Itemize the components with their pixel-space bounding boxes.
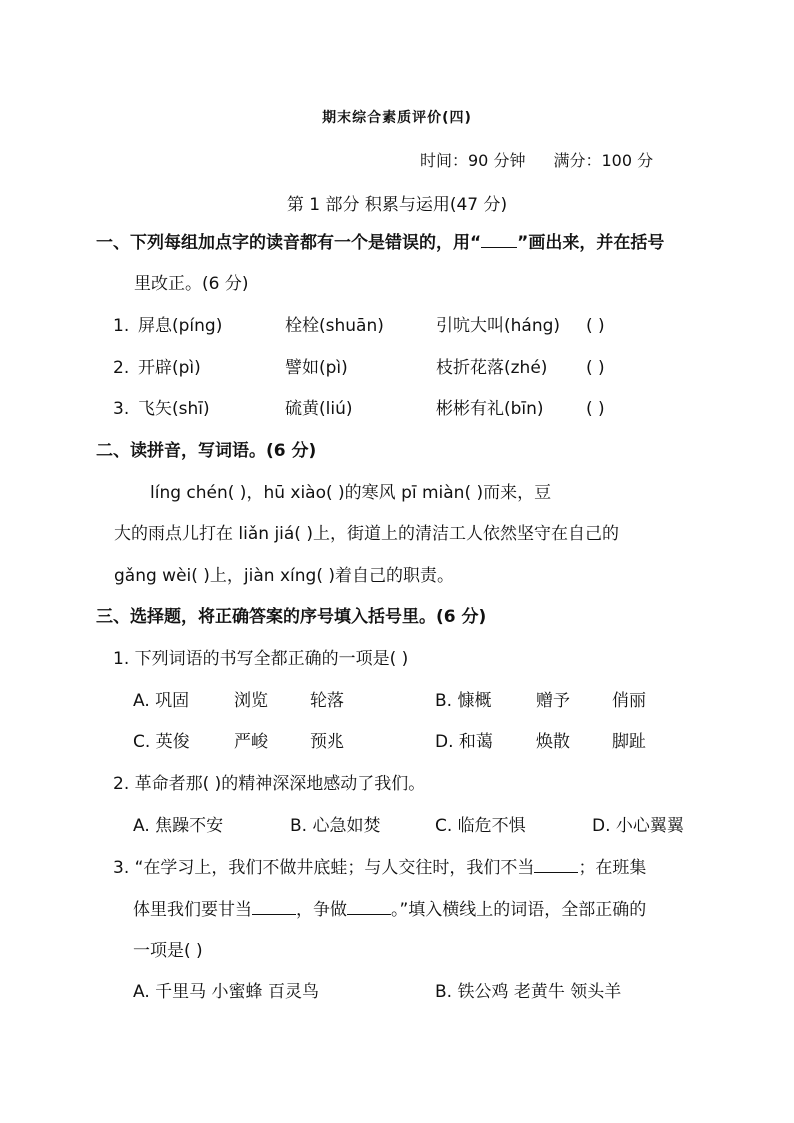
q3-title: 三、选择题，将正确答案的序号填入括号里。(6 分) — [96, 607, 487, 627]
q1-answer-blank[interactable] — [481, 231, 517, 248]
q1-row2-a: 开辟(pì) — [138, 358, 201, 378]
q3-s1-b1[interactable]: B. 慷概 — [435, 691, 492, 711]
q3-s1-d1[interactable]: D. 和蔼 — [435, 732, 493, 752]
q1-row3-paren[interactable]: ( ) — [586, 399, 605, 419]
q3-s1-b2: 赠予 — [536, 691, 570, 711]
q3-s3-text-e: 。”填入横线上的词语，全部正确的 — [391, 900, 647, 920]
q3-s3-text-c: 体里我们要甘当 — [133, 900, 252, 920]
q1-row1-a: 屏息(píng) — [138, 316, 223, 336]
q1-row2-b: 譬如(pì) — [285, 358, 348, 378]
q2-title: 二、读拼音，写词语。(6 分) — [96, 441, 317, 461]
exam-score: 满分：100 分 — [553, 151, 654, 170]
q3-s3-blank-1[interactable] — [534, 856, 578, 873]
q1-row1-c: 引吭大叫(háng) — [436, 316, 561, 336]
q1-row3-num: 3. — [113, 399, 130, 419]
q1-text-b: ”画出来，并在括号 — [517, 233, 665, 253]
q3-s3-blank-3[interactable] — [347, 898, 391, 915]
q3-s3-line2 — [133, 898, 646, 921]
q2-line3: gǎng wèi( )上，jiàn xíng( )着自己的职责。 — [114, 566, 454, 586]
q3-s3-line3: 一项是( ) — [133, 941, 203, 961]
q3-s1-a2: 浏览 — [234, 691, 268, 711]
q3-s3-text-b: ；在班集 — [578, 858, 647, 878]
q1-row3-a: 飞矢(shī) — [138, 399, 210, 419]
exam-time: 时间：90 分钟 — [420, 151, 526, 170]
q1-line2: 里改正。(6 分) — [134, 274, 249, 294]
q3-s1-d2: 焕散 — [536, 732, 570, 752]
q3-s3-option-b[interactable]: B. 铁公鸡 老黄牛 领头羊 — [435, 982, 622, 1002]
q1-row1-num: 1. — [113, 316, 130, 336]
q3-s2-option-b[interactable]: B. 心急如焚 — [290, 816, 381, 836]
q3-s3-blank-2[interactable] — [252, 898, 296, 915]
q3-s2-option-d[interactable]: D. 小心翼翼 — [592, 816, 684, 836]
q3-s1-c2: 严峻 — [234, 732, 268, 752]
q3-s3-line1 — [113, 856, 646, 879]
q3-s1-d3: 脚趾 — [612, 732, 646, 752]
q1-row2-paren[interactable]: ( ) — [586, 358, 605, 378]
part-heading: 第 1 部分 积累与运用(47 分) — [286, 195, 508, 215]
q1-row2-c: 枝折花落(zhé) — [436, 358, 548, 378]
q1-line1 — [96, 231, 664, 254]
q3-s1-stem: 1. 下列词语的书写全都正确的一项是( ) — [113, 649, 409, 669]
q3-s2-option-c[interactable]: C. 临危不惧 — [435, 816, 526, 836]
q1-row3-b: 硫黄(liú) — [285, 399, 353, 419]
q3-s2-option-a[interactable]: A. 焦躁不安 — [133, 816, 224, 836]
q1-row1-paren[interactable]: ( ) — [586, 316, 605, 336]
q1-row2-num: 2. — [113, 358, 130, 378]
q3-s3-text-d: ，争做 — [296, 900, 347, 920]
q2-line1: líng chén( )，hū xiào( )的寒风 pī miàn( )而来，豆 — [150, 483, 552, 503]
q3-s1-a1[interactable]: A. 巩固 — [133, 691, 190, 711]
exam-title: 期末综合素质评价(四) — [322, 110, 472, 126]
q3-s3-text-a: 3. “在学习上，我们不做井底蛙；与人交往时，我们不当 — [113, 858, 535, 878]
exam-meta — [420, 148, 681, 171]
q3-s1-c1[interactable]: C. 英俊 — [133, 732, 190, 752]
q1-text-a: 一、下列每组加点字的读音都有一个是错误的，用“ — [96, 233, 482, 253]
q1-row1-b: 栓栓(shuān) — [285, 316, 384, 336]
q3-s3-option-a[interactable]: A. 千里马 小蜜蜂 百灵鸟 — [133, 982, 319, 1002]
q3-s1-b3: 俏丽 — [612, 691, 646, 711]
q3-s1-a3: 轮落 — [310, 691, 344, 711]
q3-s2-stem: 2. 革命者那( )的精神深深地感动了我们。 — [113, 774, 426, 794]
q1-row3-c: 彬彬有礼(bīn) — [436, 399, 544, 419]
q3-s1-c3: 预兆 — [310, 732, 344, 752]
q2-line2: 大的雨点儿打在 liǎn jiá( )上，街道上的清洁工人依然坚守在自己的 — [114, 524, 619, 544]
